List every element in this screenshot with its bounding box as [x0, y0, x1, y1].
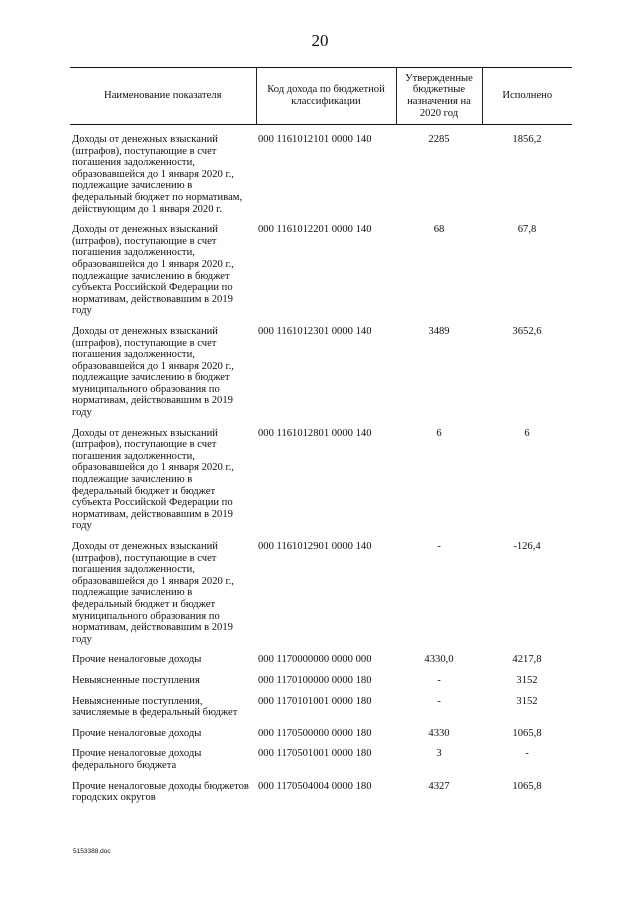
table-row — [70, 317, 572, 419]
table-body — [70, 125, 572, 804]
table-row — [70, 419, 572, 532]
row-code: 000 1170504004 0000 180 — [258, 780, 372, 792]
row-approved: 4327 — [428, 780, 450, 792]
row-code: 000 1170100000 0000 180 — [258, 674, 372, 686]
header-executed: Исполнено — [482, 68, 572, 125]
row-name: Прочие неналоговые доходы — [72, 727, 202, 739]
row-name: Доходы от денежных взысканий (штрафов), поступающие в счет погашения задолженности, образовавшейся до 1 января 2020 г., подлежащие зачислению в бюджет субъекта Российской Федерации по нормативам, действовавшим в 2019 году — [72, 224, 234, 317]
row-executed: 3152 — [516, 674, 538, 686]
row-executed: 1065,8 — [512, 780, 542, 792]
row-code: 000 1161012301 0000 140 — [258, 325, 372, 337]
row-name: Доходы от денежных взысканий (штрафов), поступающие в счет погашения задолженности, образовавшейся до 1 января 2020 г., подлежащие зачислению в федеральный бюджет по нормативам, действующим до 1 января 2020 г. — [72, 134, 243, 215]
row-executed: 4217,8 — [512, 654, 542, 666]
table-row — [70, 719, 572, 740]
row-code: 000 1161012801 0000 140 — [258, 427, 372, 439]
table-row — [70, 772, 572, 804]
row-executed: - — [525, 748, 529, 760]
header-approved: Утвержденные бюджетные назначения на 2020 год — [396, 68, 482, 125]
row-approved: 2285 — [428, 134, 450, 145]
row-approved: 3489 — [428, 325, 450, 337]
row-approved: 4330 — [428, 727, 450, 739]
row-approved: - — [437, 695, 441, 707]
row-executed: 6 — [524, 427, 530, 439]
header-code: Код дохода по бюджетной классификации — [256, 68, 396, 125]
row-approved: - — [437, 541, 441, 552]
row-executed: 67,8 — [517, 224, 537, 236]
table-row — [70, 687, 572, 719]
row-executed: -126,4 — [513, 541, 541, 552]
document-file-id: 5153388.doc — [73, 848, 111, 855]
row-approved: 6 — [436, 427, 442, 439]
row-code: 000 1170500000 0000 180 — [258, 727, 372, 739]
row-name: Прочие неналоговые доходы федерального бюджета — [72, 748, 202, 771]
row-executed: 3152 — [516, 695, 538, 707]
table-row — [70, 125, 572, 216]
table-row — [70, 215, 572, 317]
row-name: Доходы от денежных взысканий (штрафов), поступающие в счет погашения задолженности, образовавшейся до 1 января 2020 г., подлежащие зачислению в федеральный бюджет и бюджет муниципального образования по нормативам, действовавшим в 2019 году — [72, 541, 234, 645]
row-executed: 3652,6 — [512, 325, 542, 337]
row-approved: 68 — [433, 224, 445, 236]
header-name: Наименование показателя — [70, 68, 256, 125]
table-row — [70, 666, 572, 687]
row-approved: 4330,0 — [424, 654, 454, 666]
header-row — [70, 68, 572, 125]
row-name: Доходы от денежных взысканий (штрафов), поступающие в счет погашения задолженности, образовавшейся до 1 января 2020 г., подлежащие зачислению в бюджет муниципального образования по нормативам, действовавшим в 2019 году — [72, 325, 234, 419]
row-name: Невыясненные поступления — [72, 674, 200, 686]
row-executed: 1856,2 — [512, 134, 542, 145]
table-row — [70, 739, 572, 771]
budget-table — [70, 67, 572, 804]
row-executed: 1065,8 — [512, 727, 542, 739]
table-row — [70, 645, 572, 666]
row-code: 000 1170501001 0000 180 — [258, 748, 372, 760]
row-code: 000 1170101001 0000 180 — [258, 695, 372, 707]
row-code: 000 1161012901 0000 140 — [258, 541, 372, 552]
page-number: 20 — [311, 31, 329, 50]
row-approved: 3 — [436, 748, 442, 760]
row-code: 000 1170000000 0000 000 — [258, 654, 372, 666]
row-approved: - — [437, 674, 441, 686]
table-header — [70, 68, 572, 125]
row-name: Доходы от денежных взысканий (штрафов), поступающие в счет погашения задолженности, образовавшейся до 1 января 2020 г., подлежащие зачислению в федеральный бюджет и бюджет субъекта Российской Федерации по нормативам, действовавшим в 2019 году — [72, 427, 234, 532]
row-code: 000 1161012101 0000 140 — [258, 134, 372, 145]
row-name: Прочие неналоговые доходы бюджетов городских округов — [72, 780, 249, 804]
row-name: Невыясненные поступления, зачисляемые в федеральный бюджет — [72, 695, 238, 719]
row-code: 000 1161012201 0000 140 — [258, 224, 372, 236]
row-name: Прочие неналоговые доходы — [72, 654, 202, 666]
table-row — [70, 532, 572, 645]
